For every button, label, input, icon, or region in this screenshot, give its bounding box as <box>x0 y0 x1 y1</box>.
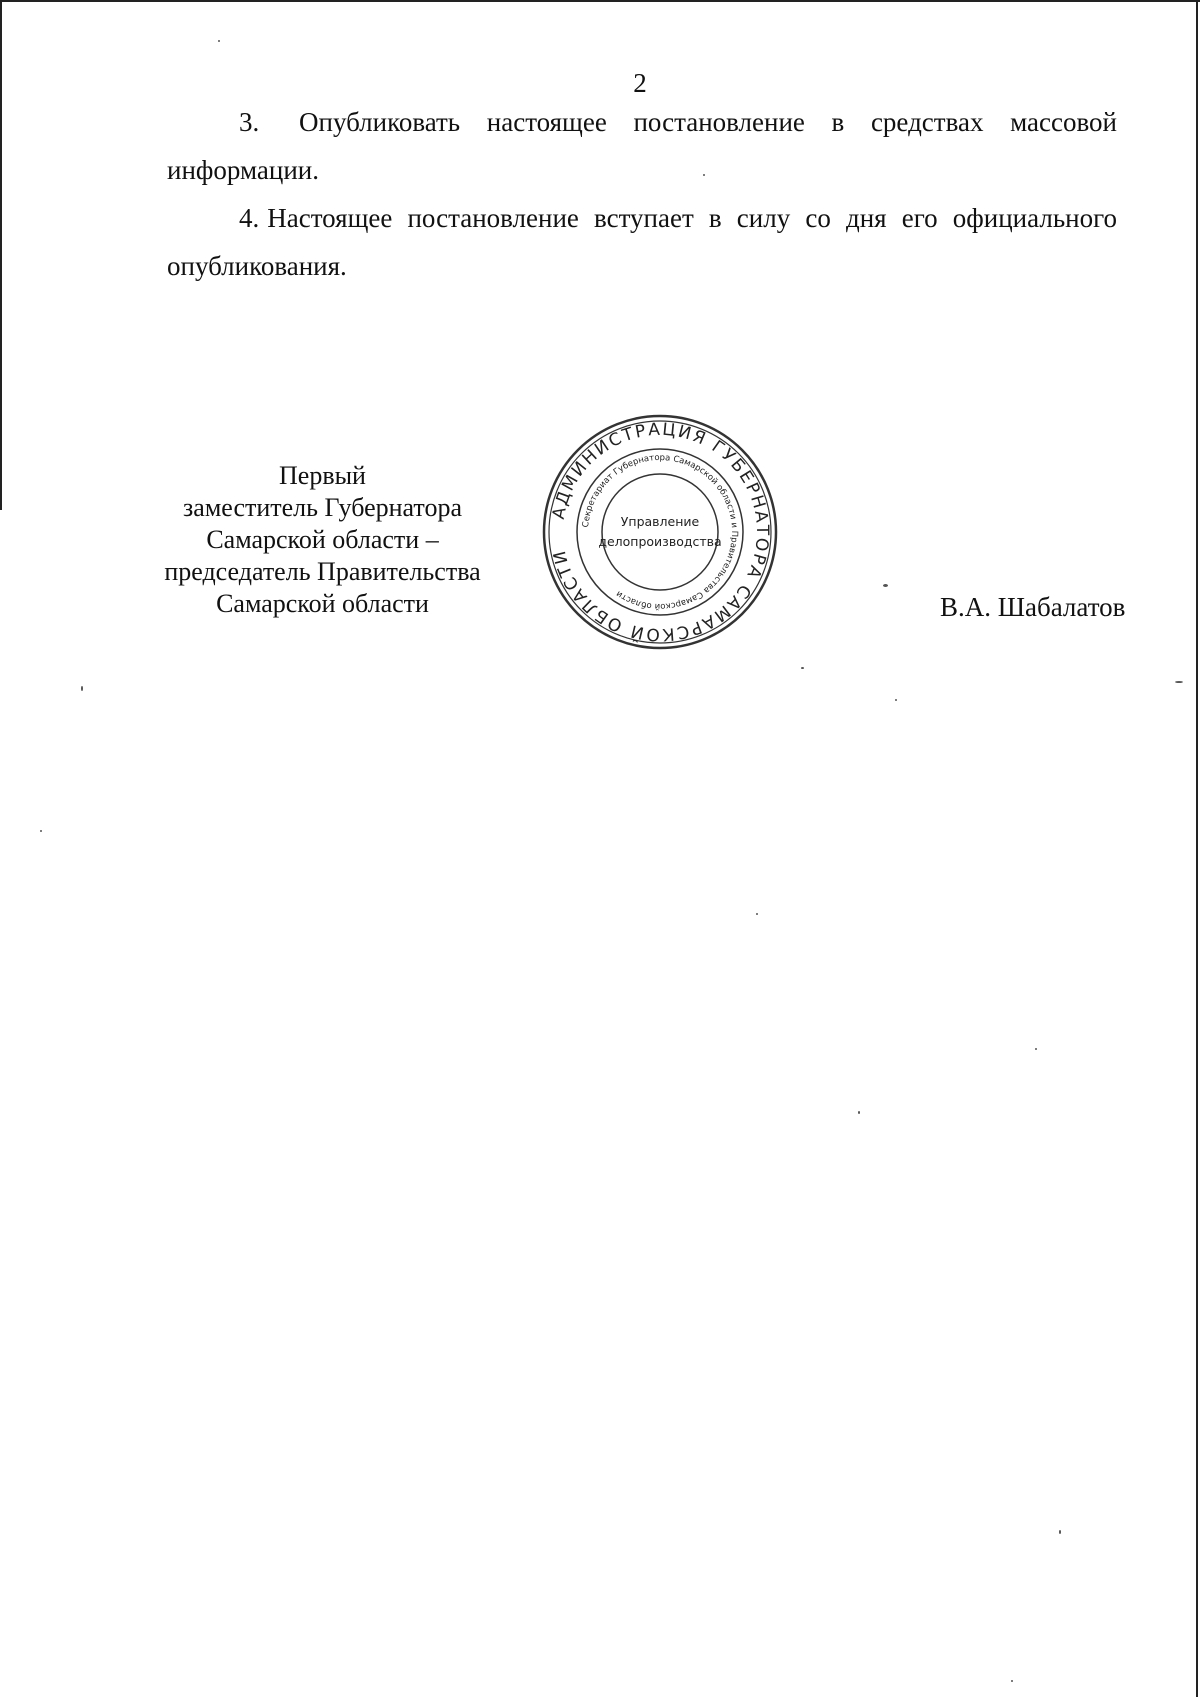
paragraph-3-text: Опубликовать настоящее постановление в средствах массовой информации. <box>167 107 1117 185</box>
paragraph-4 <box>167 194 1117 290</box>
scan-speck <box>883 584 888 587</box>
stamp-inner-text <box>581 453 739 611</box>
scan-border-top <box>0 0 1200 2</box>
page-number: 2 <box>633 68 647 98</box>
signer-line: председатель Правительства <box>164 557 481 586</box>
paragraph-3 <box>167 98 1117 194</box>
scan-speck <box>1059 1530 1061 1534</box>
scan-speck <box>858 1111 860 1114</box>
scan-speck <box>1175 681 1183 683</box>
stamp-inner-text-path: Секретариат Губернатора Самарской области и Правительства Самарской области <box>581 452 740 612</box>
scan-border-right <box>1196 0 1198 1697</box>
scan-speck <box>703 174 705 176</box>
scan-speck <box>40 830 42 832</box>
scan-speck <box>895 699 897 701</box>
scan-speck <box>1035 1048 1037 1050</box>
scan-speck <box>81 686 83 691</box>
signer-position <box>145 460 500 620</box>
signer-line: заместитель Губернатора <box>183 493 462 522</box>
scan-speck <box>218 40 220 42</box>
paragraph-4-number: 4. <box>239 203 260 233</box>
stamp-outer-text-path: АДМИНИСТРАЦИЯ ГУБЕРНАТОРА САМАРСКОЙ ОБЛАСТИ <box>548 419 773 645</box>
signer-line: Самарской области <box>216 589 429 618</box>
official-seal-stamp <box>540 412 780 652</box>
signer-name: В.А. Шабалатов <box>940 592 1126 622</box>
scan-speck <box>1011 1680 1013 1682</box>
paragraph-3-number: 3. <box>239 107 260 137</box>
scan-speck <box>756 913 758 915</box>
signer-line: Самарской области – <box>206 525 439 554</box>
stamp-center-line-1: Управление <box>620 514 700 529</box>
stamp-center-line-2: делопроизводства <box>598 534 722 549</box>
scan-speck <box>801 667 804 669</box>
signer-line: Первый <box>279 461 366 490</box>
paragraph-4-text: Настоящее постановление вступает в силу со дня его официального опубликования. <box>167 203 1117 281</box>
